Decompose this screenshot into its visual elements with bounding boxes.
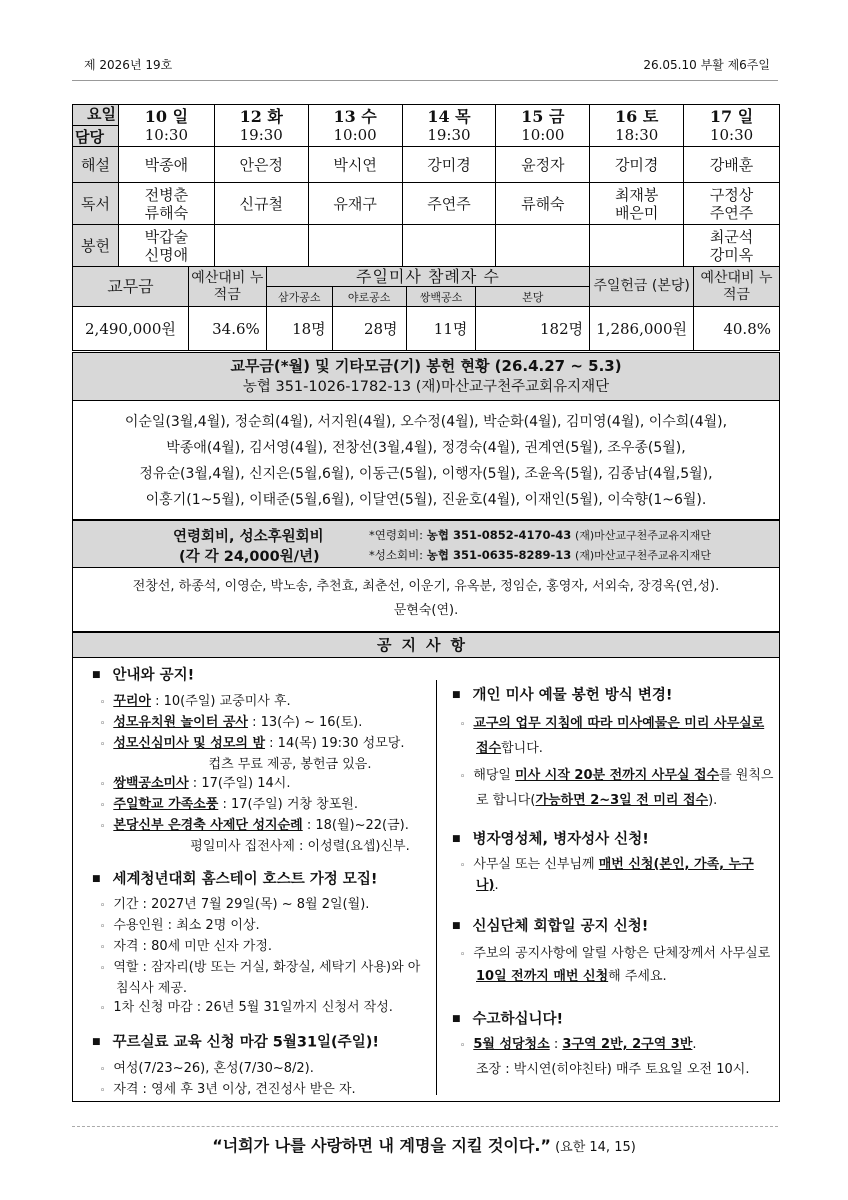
offering-donors-line: 이순일(3월,4월), 정순희(4월), 서지원(4월), 오수정(4월), 박순화(4월), 김미영(4월), 이수희(4월), bbox=[124, 414, 728, 430]
notice-item: ◦ 여성(7/23~26), 혼성(7/30~8/2). bbox=[100, 1060, 314, 1076]
schedule-cell-empty bbox=[214, 225, 308, 267]
value-budget-1: 34.6% bbox=[188, 307, 266, 351]
notice-item: ◦ 주일학교 가족소풍 : 17(주일) 거창 창포원. bbox=[100, 796, 358, 812]
value-sunday-offering: 1,286,000원 bbox=[590, 307, 694, 351]
header-parish-dues: 교무금 bbox=[73, 267, 189, 307]
notice-heading: ■ 꾸르실료 교육 신청 마감 5월31일(주일)! bbox=[92, 1034, 379, 1051]
corner-role-label: 담당 bbox=[75, 128, 104, 146]
day-header: 16 토 18:30 bbox=[590, 105, 684, 147]
schedule-cell: 류해숙 bbox=[496, 183, 590, 225]
schedule-cell: 강미경 bbox=[402, 147, 496, 183]
header-main-parish: 본당 bbox=[476, 287, 590, 307]
schedule-cell: 박종애 bbox=[118, 147, 214, 183]
day-header: 12 화 19:30 bbox=[214, 105, 308, 147]
schedule-cell: 강미경 bbox=[590, 147, 684, 183]
value-ssangbaek: 11명 bbox=[406, 307, 476, 351]
schedule-cell-empty bbox=[308, 225, 402, 267]
notice-item: ◦ 꾸리아 : 10(주일) 교중미사 후. bbox=[100, 693, 291, 709]
notice-item: ◦ 성모유치원 놀이터 공사 : 13(수) ~ 16(토). bbox=[100, 714, 363, 730]
day-header: 17 일 10:30 bbox=[684, 105, 780, 147]
header-yaro: 야로공소 bbox=[332, 287, 406, 307]
notice-item: ◦ 자격 : 영세 후 3년 이상, 견진성사 받은 자. bbox=[100, 1081, 356, 1097]
schedule-cell-empty bbox=[402, 225, 496, 267]
day-header: 10 일 10:30 bbox=[118, 105, 214, 147]
notice-item: ◦ 기간 : 2027년 7월 29일(목) ~ 8월 2일(월). bbox=[100, 897, 370, 912]
membership-fee-box bbox=[72, 520, 780, 632]
notice-item: ◦ 쌍백공소미사 : 17(주일) 14시. bbox=[100, 775, 291, 791]
header-attendance: 주일미사 참례자 수 bbox=[266, 267, 589, 287]
header-divider bbox=[72, 80, 778, 81]
day-header: 14 목 19:30 bbox=[402, 105, 496, 147]
value-samga: 18명 bbox=[266, 307, 332, 351]
schedule-cell: 강배훈 bbox=[684, 147, 780, 183]
offering-account: 농협 351-1026-1782-13 (재)마산교구천주교회유지재단 bbox=[242, 379, 610, 395]
value-main-parish: 182명 bbox=[476, 307, 590, 351]
offering-title: 교무금(*월) 및 기타모금(기) 봉헌 현황 (26.4.27 ~ 5.3) bbox=[230, 357, 622, 375]
row-label-offertory: 봉헌 bbox=[73, 225, 119, 267]
notice-heading: ■ 안내와 공지! bbox=[92, 667, 195, 684]
membership-account-2: *성소회비: 농협 351-0635-8289-13 (재)마산교구천주교유지재단 bbox=[369, 548, 712, 562]
schedule-cell: 박시연 bbox=[308, 147, 402, 183]
notice-item: ◦ 본당신부 은경축 사제단 성지순례 : 18(월)~22(금). bbox=[100, 817, 409, 833]
notice-subnote: 평일미사 집전사제 : 이성렬(요셉)신부. bbox=[190, 838, 410, 854]
schedule-cell: 주연주 bbox=[402, 183, 496, 225]
corner-weekday-label: 요일 bbox=[87, 105, 116, 123]
notice-item: ◦ 해당일 미사 시작 20분 전까지 사무실 접수를 원칙으로 합니다(가능하면 2~3일 전 미리 접수). bbox=[460, 767, 774, 808]
bible-verse: “너희가 나를 사랑하면 내 계명을 지킬 것이다.” (요한 14, 15) bbox=[212, 1136, 636, 1155]
schedule-cell: 최군석 강미옥 bbox=[684, 225, 780, 267]
offering-status-box bbox=[72, 352, 780, 520]
membership-names-line: 문현숙(연). bbox=[393, 603, 459, 618]
notices-title: 공지사항 bbox=[73, 633, 779, 658]
header-budget-cumulative-2: 예산대비 누적금 bbox=[694, 267, 780, 307]
notice-heading: ■ 수고하십니다! bbox=[452, 1011, 564, 1027]
schedule-cell: 전병춘 류해숙 bbox=[118, 183, 214, 225]
schedule-cell: 신규철 bbox=[214, 183, 308, 225]
finance-attendance-table bbox=[72, 266, 780, 351]
day-header: 13 수 10:00 bbox=[308, 105, 402, 147]
schedule-cell: 최재봉 배은미 bbox=[590, 183, 684, 225]
schedule-cell: 구정상 주연주 bbox=[684, 183, 780, 225]
schedule-cell: 유재구 bbox=[308, 183, 402, 225]
notices-right-column bbox=[452, 686, 774, 1079]
notices-column-divider bbox=[436, 680, 437, 1095]
offering-donors-line: 이홍기(1~5월), 이태준(5월,6월), 이달연(5월), 진윤호(4월), 이재인(5월), 이숙향(1~6월). bbox=[145, 492, 707, 508]
membership-account-1: *연령회비: 농협 351-0852-4170-43 (재)마산교구천주교유지재단 bbox=[369, 528, 712, 542]
schedule-corner bbox=[73, 105, 119, 147]
header-sunday-offering: 주일헌금 (본당) bbox=[590, 267, 694, 307]
issue-date: 26.05.10 부활 제6주일 bbox=[643, 58, 770, 72]
schedule-cell: 박갑술 신명애 bbox=[118, 225, 214, 267]
notice-item: ◦ 5월 성당청소 : 3구역 2반, 2구역 3반. bbox=[460, 1037, 697, 1052]
header-ssangbaek: 쌍백공소 bbox=[406, 287, 476, 307]
value-yaro: 28명 bbox=[332, 307, 406, 351]
notices-left-column bbox=[92, 666, 428, 1101]
notice-item: ◦ 1차 신청 마감 : 26년 5월 31일까지 신청서 작성. bbox=[100, 1000, 393, 1015]
offering-donors-line: 정유순(3월,4월), 신지은(5월,6월), 이동근(5월), 이행자(5월), 조윤옥(5월), 김종남(4월,5월), bbox=[139, 466, 713, 482]
value-parish-dues: 2,490,000원 bbox=[73, 307, 189, 351]
issue-number: 제 2026년 19호 bbox=[84, 58, 173, 72]
header-samga: 삼가공소 bbox=[266, 287, 332, 307]
notice-item: ◦ 수용인원 : 최소 2명 이상. bbox=[100, 918, 260, 933]
membership-amount: (각 각 24,000원/년) bbox=[179, 549, 320, 565]
notice-heading: ■ 신심단체 회합일 공지 신청! bbox=[452, 918, 649, 935]
notice-item: ◦ 성모신심미사 및 성모의 밤 : 14(목) 19:30 성모당. bbox=[100, 735, 405, 751]
notice-heading: ■ 개인 미사 예물 봉헌 방식 변경! bbox=[452, 687, 673, 704]
schedule-cell-empty bbox=[590, 225, 684, 267]
header-budget-cumulative-1: 예산대비 누적금 bbox=[188, 267, 266, 307]
row-label-reading: 독서 bbox=[73, 183, 119, 225]
schedule-cell: 안은정 bbox=[214, 147, 308, 183]
notice-item: ◦ 교구의 업무 지침에 따라 미사예물은 미리 사무실로 접수합니다. bbox=[460, 715, 765, 756]
notice-subnote: 조장 : 박시연(히야친타) 매주 토요일 오전 10시. bbox=[476, 1062, 750, 1077]
day-header: 15 금 10:00 bbox=[496, 105, 590, 147]
membership-title: 연령회비, 성소후원회비 bbox=[173, 529, 324, 545]
offering-donors-line: 박종애(4월), 김서영(4월), 전창선(3월,4월), 정경숙(4월), 권계연(5월), 조우종(5월), bbox=[166, 440, 686, 456]
schedule-cell-empty bbox=[496, 225, 590, 267]
notice-heading: ■ 병자영성체, 병자성사 신청! bbox=[452, 831, 649, 847]
notice-item: ◦ 사무실 또는 신부님께 매번 신청(본인, 가족, 누구나). bbox=[460, 857, 754, 893]
notice-item: ◦ 자격 : 80세 미만 신자 가정. bbox=[100, 939, 273, 954]
ministry-schedule-table bbox=[72, 104, 780, 267]
notice-heading: ■ 세계청년대회 홈스테이 호스트 가정 모집! bbox=[92, 871, 378, 887]
notice-item: ◦ 주보의 공지사항에 알릴 사항은 단체장께서 사무실로 10일 전까지 매번 신청해 주세요. bbox=[460, 945, 771, 984]
footer-divider bbox=[72, 1126, 778, 1127]
value-budget-2: 40.8% bbox=[694, 307, 780, 351]
notice-item: ◦ 역할 : 잠자리(방 또는 거실, 화장실, 세탁기 사용)와 아침식사 제공. bbox=[100, 960, 421, 996]
notice-subnote: 컵츠 무료 제공, 봉헌금 있음. bbox=[208, 756, 372, 772]
membership-names-line: 전창선, 하종석, 이영순, 박노송, 추천효, 최춘선, 이운기, 유옥분, 정임순, 홍영자, 서외숙, 장경옥(연,성). bbox=[132, 579, 720, 594]
row-label-commentary: 해설 bbox=[73, 147, 119, 183]
schedule-cell: 윤정자 bbox=[496, 147, 590, 183]
